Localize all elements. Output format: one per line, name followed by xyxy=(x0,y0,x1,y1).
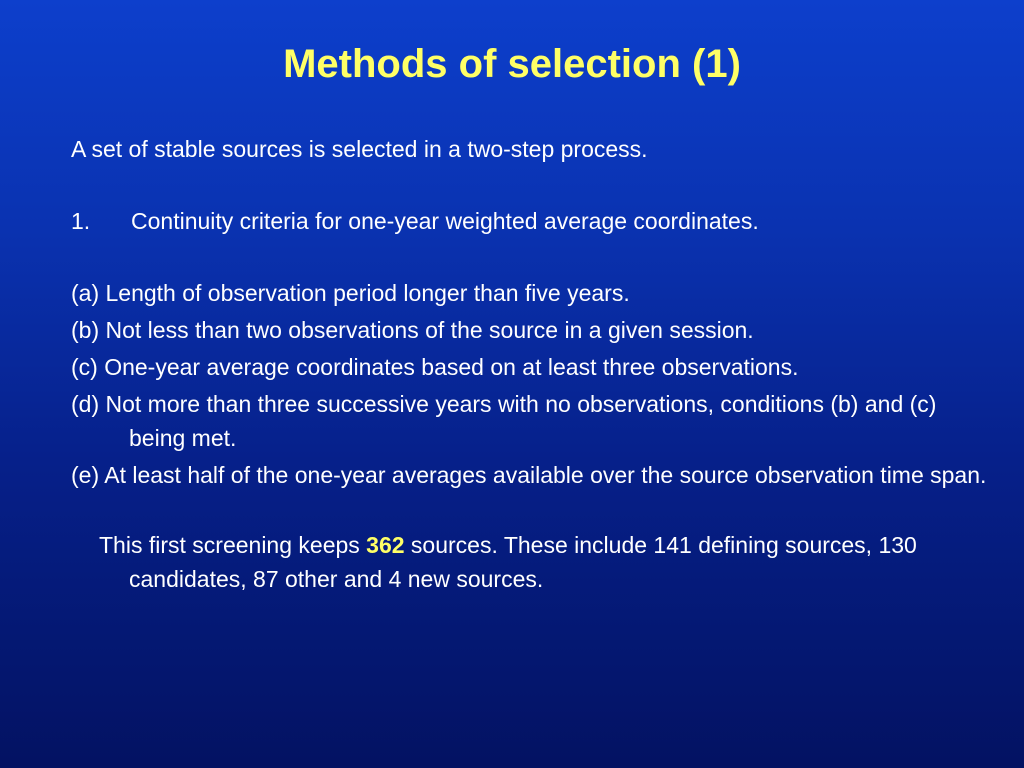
criterion-e: (e) At least half of the one-year averages available over the source observation time span. xyxy=(71,462,987,488)
slide-title: Methods of selection (1) xyxy=(283,42,741,86)
step-number: 1. xyxy=(71,208,91,234)
summary-after: sources. These include 141 defining sources, 130 candidates, 87 other and 4 new sources. xyxy=(129,532,917,592)
criteria-list xyxy=(71,276,991,492)
criterion-d: (d) Not more than three successive years with no observations, conditions (b) and (c) being met. xyxy=(71,391,937,451)
step-item xyxy=(71,204,991,238)
step-text: Continuity criteria for one-year weighted average coordinates. xyxy=(131,208,759,234)
criterion-c: (c) One-year average coordinates based on at least three observations. xyxy=(71,354,799,380)
slide-body xyxy=(71,132,991,596)
criterion-a: (a) Length of observation period longer than five years. xyxy=(71,280,630,306)
summary-highlight-count: 362 xyxy=(366,532,405,558)
summary-before: This first screening keeps xyxy=(99,532,367,558)
summary-text xyxy=(71,528,991,596)
criterion-b: (b) Not less than two observations of the source in a given session. xyxy=(71,317,754,343)
intro-text: A set of stable sources is selected in a two-step process. xyxy=(71,136,648,162)
